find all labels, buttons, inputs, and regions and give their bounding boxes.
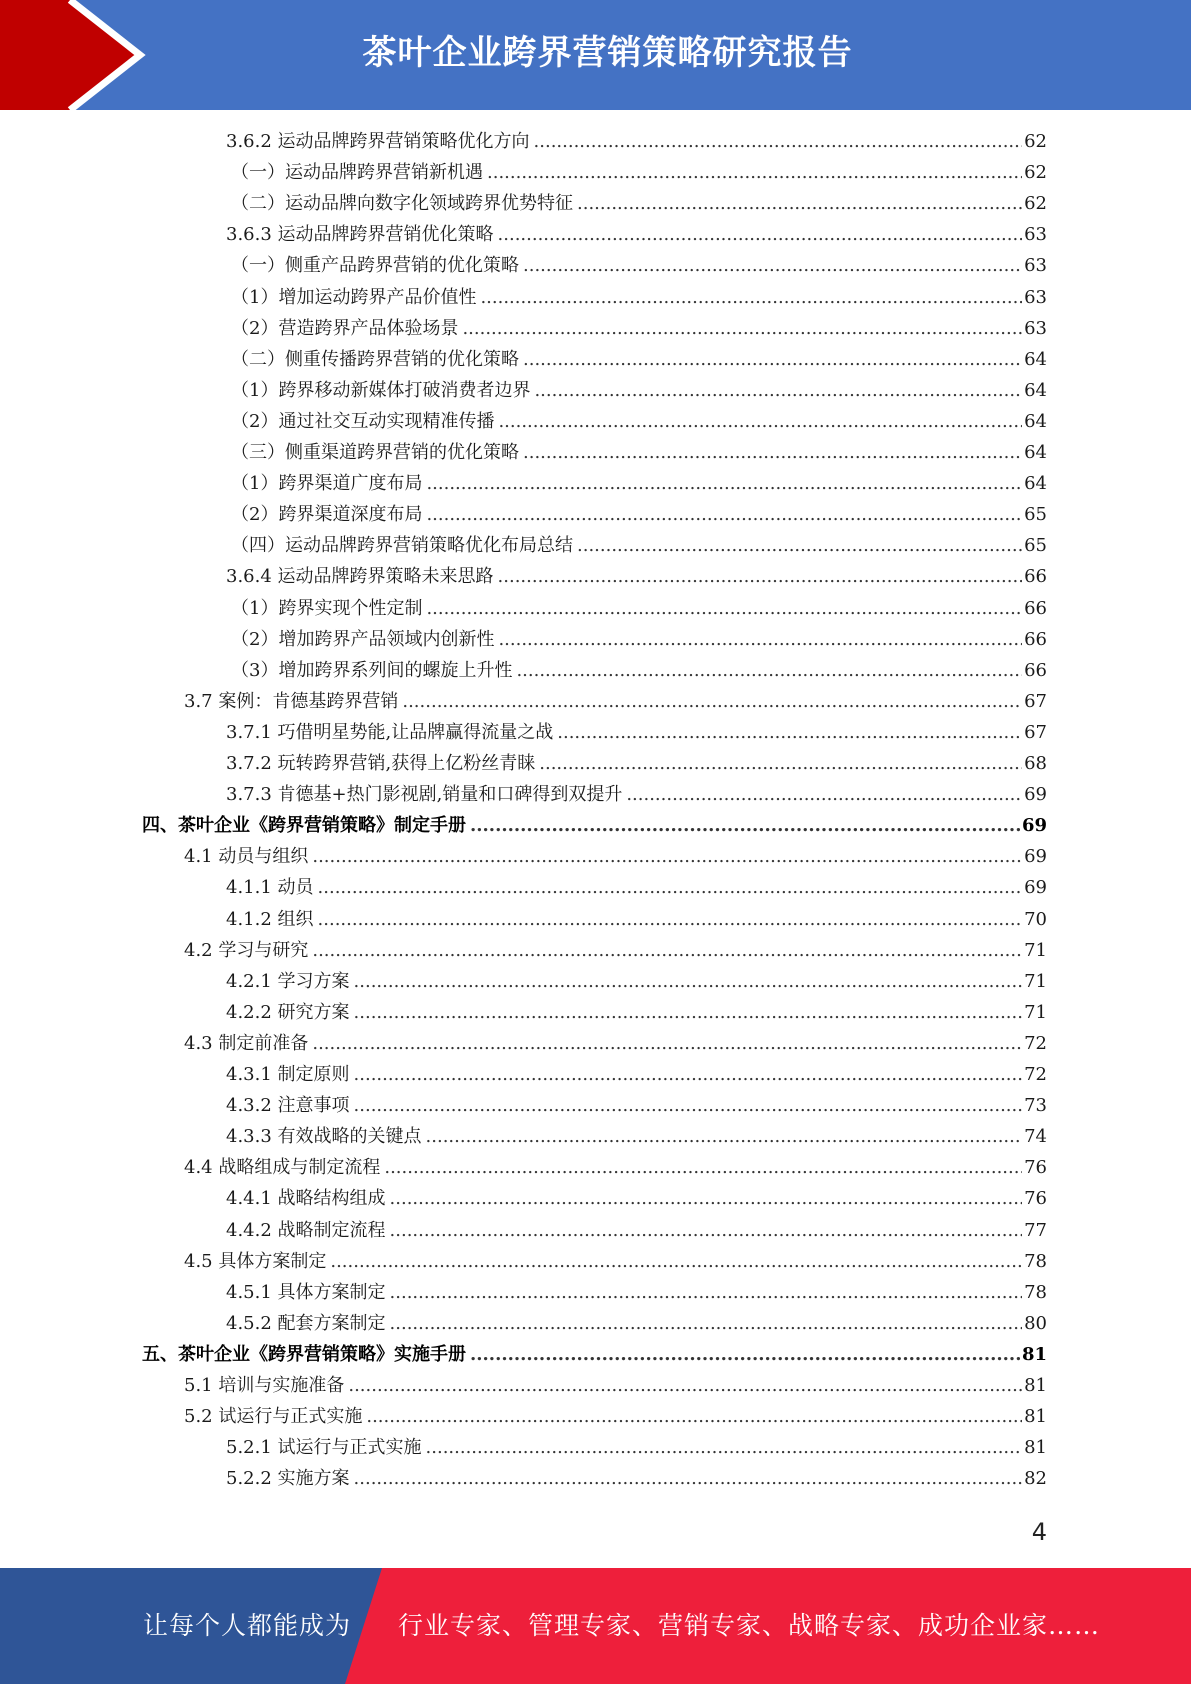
toc-dot-leader (330, 1246, 1022, 1277)
toc-entry-title: 4.3.3 有效战略的关键点 (226, 1126, 422, 1148)
toc-entry-title: （2）跨界渠道深度布局 (231, 504, 423, 526)
toc-dot-leader (498, 406, 1022, 437)
toc-dot-leader (523, 344, 1022, 375)
toc-page-number: 72 (1024, 1064, 1047, 1085)
toc-page-number: 74 (1024, 1126, 1047, 1148)
toc-dot-leader (426, 1121, 1023, 1152)
toc-entry[interactable] (184, 1152, 1047, 1183)
toc-entry[interactable] (231, 624, 1047, 655)
toc-dot-leader (487, 157, 1022, 188)
toc-entry-title: 3.6.3 运动品牌跨界营销优化策略 (226, 224, 494, 246)
toc-page-number: 67 (1024, 721, 1047, 743)
toc-dot-leader (348, 1370, 1022, 1401)
toc-entry-title: （1）增加运动跨界产品价值性 (231, 286, 477, 308)
toc-entry[interactable] (226, 1059, 1047, 1090)
toc-entry-title: （一）运动品牌跨界营销新机遇 (231, 162, 483, 184)
toc-entry[interactable] (184, 686, 1047, 717)
toc-page-number: 80 (1024, 1312, 1047, 1334)
toc-page-number: 70 (1024, 908, 1047, 930)
toc-entry-title: 5.2 试运行与正式实施 (184, 1406, 363, 1428)
toc-entry-title: 四、茶叶企业《跨界营销策略》制定手册 (142, 815, 466, 837)
toc-entry[interactable] (231, 250, 1047, 281)
toc-page-number: 69 (1024, 846, 1047, 868)
toc-entry[interactable] (231, 655, 1047, 686)
toc-dot-leader (354, 1059, 1023, 1090)
toc-entry[interactable] (226, 1121, 1047, 1152)
toc-dot-leader (390, 1277, 1023, 1308)
toc-entry[interactable] (226, 904, 1047, 935)
toc-dot-leader (577, 530, 1022, 561)
page-header (0, 0, 1191, 110)
toc-entry-title: 4.4.2 战略制定流程 (226, 1219, 386, 1241)
toc-dot-leader (426, 468, 1022, 499)
toc-page-number: 82 (1024, 1468, 1047, 1490)
toc-entry-title: 4.1 动员与组织 (184, 846, 309, 868)
toc-entry[interactable] (231, 468, 1047, 499)
toc-dot-leader (354, 1463, 1023, 1494)
toc-dot-leader (480, 282, 1022, 313)
toc-entry[interactable] (226, 1432, 1047, 1463)
toc-dot-leader (470, 1339, 1020, 1370)
toc-dot-leader (470, 810, 1020, 841)
toc-entry[interactable] (226, 1463, 1047, 1494)
toc-entry[interactable] (226, 966, 1047, 997)
toc-dot-leader (498, 561, 1023, 592)
toc-page-number: 64 (1024, 473, 1047, 495)
toc-entry[interactable] (231, 188, 1047, 219)
toc-page-number: 68 (1024, 753, 1047, 774)
toc-dot-leader (312, 935, 1022, 966)
toc-entry-title: 3.6.2 运动品牌跨界营销策略优化方向 (226, 131, 530, 152)
toc-entry[interactable] (184, 1370, 1047, 1401)
toc-page-number: 65 (1024, 535, 1047, 557)
toc-entry-title: 4.5 具体方案制定 (184, 1250, 327, 1272)
toc-entry-title: 4.2.1 学习方案 (226, 970, 350, 992)
toc-page-number: 81 (1024, 1375, 1047, 1396)
toc-entry-title: 3.7.3 肯德基+热门影视剧,销量和口碑得到双提升 (226, 784, 623, 806)
toc-page-number: 71 (1024, 939, 1047, 961)
toc-dot-leader (539, 748, 1022, 779)
toc-entry-title: 4.2 学习与研究 (184, 939, 309, 961)
toc-entry-title: 4.3 制定前准备 (184, 1032, 309, 1054)
toc-entry-title: （三）侧重渠道跨界营销的优化策略 (231, 442, 519, 463)
toc-page-number: 77 (1024, 1219, 1047, 1241)
toc-entry[interactable] (231, 530, 1047, 561)
page-number: 4 (1031, 1518, 1047, 1546)
toc-entry[interactable] (184, 1028, 1047, 1059)
toc-page-number: 69 (1021, 815, 1047, 837)
toc-entry-title: 3.7.2 玩转跨界营销,获得上亿粉丝青睐 (226, 753, 536, 774)
toc-page-number: 62 (1024, 193, 1047, 215)
toc-dot-leader (366, 1401, 1022, 1432)
toc-dot-leader (426, 1432, 1023, 1463)
toc-entry-title: 5.1 培训与实施准备 (184, 1375, 345, 1396)
toc-entry[interactable] (231, 437, 1047, 468)
toc-entry-title: 4.4 战略组成与制定流程 (184, 1157, 381, 1179)
toc-entry-title: （1）跨界渠道广度布局 (231, 473, 423, 495)
toc-dot-leader (523, 250, 1022, 281)
toc-page-number: 76 (1024, 1157, 1047, 1179)
toc-page-number: 64 (1024, 442, 1047, 463)
toc-page-number: 62 (1024, 162, 1047, 184)
toc-dot-leader (312, 1028, 1022, 1059)
toc-entry-title: 5.2.2 实施方案 (226, 1468, 350, 1490)
toc-dot-leader (426, 593, 1022, 624)
toc-entry[interactable] (226, 779, 1047, 810)
toc-page-number: 63 (1024, 286, 1047, 308)
toc-page-number: 63 (1024, 224, 1047, 246)
toc-dot-leader (318, 904, 1023, 935)
toc-dot-leader (516, 655, 1022, 686)
toc-dot-leader (390, 1183, 1023, 1214)
toc-page-number: 81 (1021, 1343, 1047, 1365)
toc-entry[interactable] (231, 406, 1047, 437)
toc-dot-leader (498, 624, 1022, 655)
toc-dot-leader (402, 686, 1022, 717)
toc-entry[interactable] (226, 1277, 1047, 1308)
toc-entry[interactable] (231, 282, 1047, 313)
footer-slogan: 让每个人都能成为 (143, 1611, 352, 1640)
toc-page-number: 81 (1024, 1437, 1047, 1459)
toc-entry-title: 4.3.1 制定原则 (226, 1064, 350, 1085)
toc-page-number: 66 (1024, 597, 1047, 619)
toc-entry[interactable] (226, 997, 1047, 1028)
toc-page-number: 64 (1024, 410, 1047, 432)
toc-page-number: 69 (1024, 784, 1047, 806)
toc-entry-title: 4.1.2 组织 (226, 908, 314, 930)
toc-page-number: 72 (1024, 1032, 1047, 1054)
footer-tagline: 行业专家、管理专家、营销专家、战略专家、成功企业家…… (398, 1611, 1101, 1640)
toc-entry-title: 4.2.2 研究方案 (226, 1001, 350, 1023)
toc-entry-title: 五、茶叶企业《跨界营销策略》实施手册 (142, 1343, 466, 1365)
toc-entry[interactable] (184, 1246, 1047, 1277)
toc-dot-leader (498, 219, 1023, 250)
toc-dot-leader (577, 188, 1022, 219)
toc-dot-leader (390, 1215, 1023, 1246)
toc-entry[interactable] (231, 375, 1047, 406)
toc-page-number: 64 (1024, 379, 1047, 401)
toc-page-number: 63 (1024, 255, 1047, 277)
toc-page-number: 73 (1024, 1095, 1047, 1117)
toc-entry[interactable] (231, 157, 1047, 188)
toc-page-number: 64 (1024, 348, 1047, 370)
toc-entry-title: 4.1.1 动员 (226, 877, 314, 899)
toc-entry-title: 4.5.1 具体方案制定 (226, 1281, 386, 1303)
toc-entry-title: （2）增加跨界产品领域内创新性 (231, 628, 495, 650)
toc-entry[interactable] (184, 1401, 1047, 1432)
toc-page-number: 71 (1024, 1001, 1047, 1023)
toc-entry[interactable] (231, 499, 1047, 530)
toc-entry[interactable] (226, 717, 1047, 748)
toc-entry-title: （1）跨界实现个性定制 (231, 597, 423, 619)
toc-dot-leader (534, 375, 1022, 406)
toc-dot-leader (557, 717, 1022, 748)
toc-dot-leader (390, 1308, 1023, 1339)
toc-entry-title: 3.6.4 运动品牌跨界策略未来思路 (226, 566, 494, 588)
toc-entry[interactable] (226, 748, 1047, 779)
toc-entry[interactable] (231, 313, 1047, 344)
toc-dot-leader (384, 1152, 1022, 1183)
toc-page-number: 66 (1024, 628, 1047, 650)
toc-dot-leader (426, 499, 1022, 530)
toc-dot-leader (534, 126, 1023, 157)
toc-entry-title: 4.3.2 注意事项 (226, 1095, 350, 1117)
toc-dot-leader (626, 779, 1022, 810)
toc-entry-title: 3.7 案例：肯德基跨界营销 (184, 690, 399, 712)
toc-chapter-entry[interactable] (142, 1339, 1047, 1370)
toc-entry-title: （二）运动品牌向数字化领域跨界优势特征 (231, 193, 573, 215)
toc-entry[interactable] (226, 1308, 1047, 1339)
toc-entry[interactable] (226, 126, 1047, 157)
toc-chapter-entry[interactable] (142, 810, 1047, 841)
toc-entry[interactable] (231, 344, 1047, 375)
toc-entry-title: （3）增加跨界系列间的螺旋上升性 (231, 659, 513, 681)
toc-entry-title: （2）通过社交互动实现精准传播 (231, 410, 495, 432)
toc-entry[interactable] (226, 1215, 1047, 1246)
toc-entry-title: 5.2.1 试运行与正式实施 (226, 1437, 422, 1459)
toc-entry[interactable] (184, 935, 1047, 966)
toc-entry[interactable] (226, 219, 1047, 250)
toc-page-number: 62 (1024, 131, 1047, 152)
toc-dot-leader (354, 966, 1023, 997)
toc-entry[interactable] (226, 1090, 1047, 1121)
toc-page-number: 65 (1024, 504, 1047, 526)
document-title: 茶叶企业跨界营销策略研究报告 (362, 33, 853, 73)
toc-page-number: 76 (1024, 1188, 1047, 1210)
toc-entry[interactable] (226, 561, 1047, 592)
toc-dot-leader (312, 841, 1022, 872)
toc-dot-leader (354, 997, 1023, 1028)
toc-entry-title: 3.7.1 巧借明星势能,让品牌赢得流量之战 (226, 721, 554, 743)
toc-dot-leader (462, 313, 1022, 344)
toc-page-number: 66 (1024, 566, 1047, 588)
toc-entry-title: （四）运动品牌跨界营销策略优化布局总结 (231, 535, 573, 557)
toc-entry-title: 4.4.1 战略结构组成 (226, 1188, 386, 1210)
toc-page-number: 66 (1024, 659, 1047, 681)
toc-page-number: 71 (1024, 970, 1047, 992)
toc-page-number: 78 (1024, 1250, 1047, 1272)
toc-dot-leader (354, 1090, 1023, 1121)
toc-page-number: 81 (1024, 1406, 1047, 1428)
toc-entry[interactable] (184, 841, 1047, 872)
toc-page-number: 69 (1024, 877, 1047, 899)
toc-entry[interactable] (226, 1183, 1047, 1214)
toc-page-number: 67 (1024, 690, 1047, 712)
toc-entry-title: （一）侧重产品跨界营销的优化策略 (231, 255, 519, 277)
toc-page-number: 78 (1024, 1281, 1047, 1303)
page-footer (0, 1568, 1191, 1684)
toc-dot-leader (318, 872, 1023, 903)
toc-entry-title: （2）营造跨界产品体验场景 (231, 317, 459, 339)
toc-entry[interactable] (231, 593, 1047, 624)
toc-entry-title: （1）跨界移动新媒体打破消费者边界 (231, 379, 531, 401)
toc-entry-title: 4.5.2 配套方案制定 (226, 1312, 386, 1334)
toc-page-number: 63 (1024, 317, 1047, 339)
toc-entry-title: （二）侧重传播跨界营销的优化策略 (231, 348, 519, 370)
toc-dot-leader (523, 437, 1022, 468)
toc-entry[interactable] (226, 872, 1047, 903)
